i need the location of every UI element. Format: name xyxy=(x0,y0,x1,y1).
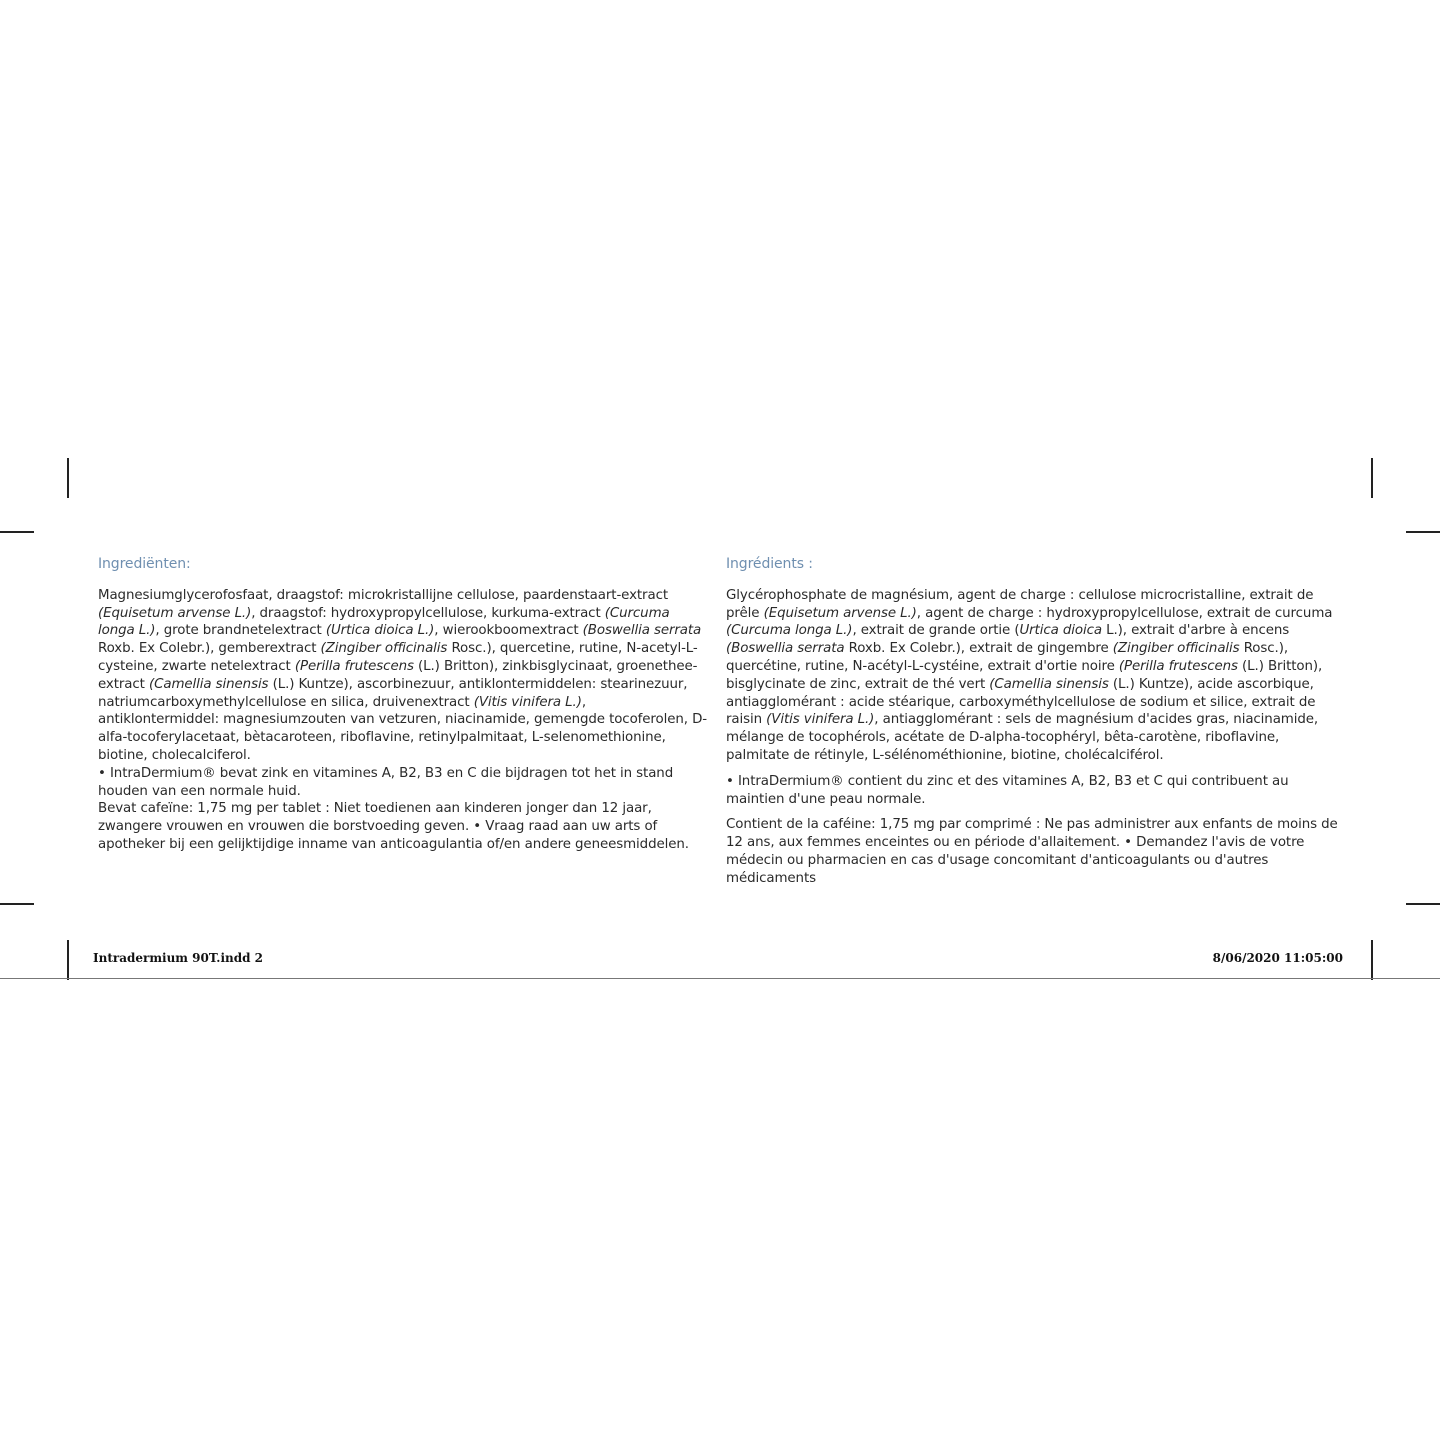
ingredient-text: Glycérophosphate de magnésium, agent de charge : cellulose microcristalline, extrait de prêle xyxy=(726,587,1314,621)
dutch-caffeine-warning: Bevat cafeïne: 1,75 mg per tablet : Niet toedienen aan kinderen jonger dan 12 jaar, zwangere vrouwen en vrouwen die borstvoeding geven. • Vraag raad aan uw arts of apotheker bij een gelijktijdige inname van anticoagulantia of/en andere geneesmiddelen. xyxy=(98,801,689,852)
ingredient-text: Rosc.), quercétine, rutine, N-acétyl-L-cystéine, extrait d'ortie noire xyxy=(726,641,1288,674)
french-ingredients-heading: Ingrédients : xyxy=(726,556,813,572)
latin-name: (Urtica dioica L.) xyxy=(325,623,435,639)
latin-name: (Vitis vinifera L.) xyxy=(473,694,582,710)
dutch-ingredients-heading: Ingrediënten: xyxy=(98,556,191,572)
ingredient-text: Roxb. Ex Colebr.), gemberextract xyxy=(98,641,321,657)
crop-mark-bottom-left xyxy=(67,940,69,980)
slug-filename: Intradermium 90T.indd 2 xyxy=(93,951,264,965)
ingredient-text: (L.) Britton), bisglycinate de zinc, extrait de thé vert xyxy=(726,658,1323,692)
ingredient-text: Roxb. Ex Colebr.), extrait de gingembre xyxy=(844,641,1113,657)
crop-mark-left-lower xyxy=(0,903,34,905)
ingredient-text: , antiklontermiddel: magnesiumzouten van vetzuren, niacinamide, gemengde tocoferolen, D-alfa-tocoferylacetaat, bètacaroteen, riboflavine, retinylpalmitaat, L-selenomethionine, biotine, cholecalciferol. xyxy=(98,694,708,763)
crop-mark-top-left xyxy=(67,458,69,498)
ingredient-text: Magnesiumglycerofosfaat, draagstof: microkristallijne cellulose, paardenstaart-extract xyxy=(98,587,668,603)
latin-name: (Boswellia serrata xyxy=(582,623,702,639)
french-ingredients-list xyxy=(726,587,1341,765)
dutch-ingredients-list xyxy=(98,587,708,765)
crop-mark-top-right xyxy=(1371,458,1373,498)
dutch-health-claim: • IntraDermium® bevat zink en vitamines A, B2, B3 en C die bijdragen tot het in stand houden van een normale huid. xyxy=(98,765,674,799)
latin-name: (Curcuma longa L.) xyxy=(726,623,853,639)
ingredient-text: (L.) Britton), zinkbisglycinaat, groenethee-extract xyxy=(98,658,698,692)
ingredient-text: L.), extrait d'arbre à encens xyxy=(1101,623,1290,639)
crop-mark-right-upper xyxy=(1406,531,1440,533)
ingredient-text: , agent de charge : hydroxypropylcellulose, extrait de curcuma xyxy=(916,605,1333,621)
ingredient-text: Rosc.), quercetine, rutine, N-acetyl-L-cysteine, zwarte netelextract xyxy=(98,641,698,674)
latin-name: Urtica dioica xyxy=(1019,623,1102,639)
latin-name: (Vitis vinifera L.) xyxy=(766,712,875,728)
crop-mark-left-upper xyxy=(0,531,34,533)
ingredient-text: , antiagglomérant : sels de magnésium d'acides gras, niacinamide, mélange de tocophérols, acétate de D-alpha-tocophéryl, bêta-carotène, riboflavine, palmitate de rétinyle, L-sélénométhionine, biotine, cholécalciférol. xyxy=(726,712,1319,763)
ingredient-text: (L.) Kuntze), acide ascorbique, antiagglomérant : acide stéarique, carboxyméthylcellulose de sodium et silice, extrait de raisin xyxy=(726,676,1316,728)
crop-mark-right-lower xyxy=(1406,903,1440,905)
ingredient-text: (L.) Kuntze), ascorbinezuur, antiklontermiddelen: stearinezuur, natriumcarboxymethylcellulose en silica, druivenextract xyxy=(98,676,688,710)
latin-name: (Curcuma longa L.) xyxy=(98,605,670,639)
latin-name: (Camellia sinensis xyxy=(989,676,1109,692)
french-health-claim: • IntraDermium® contient du zinc et des vitamines A, B2, B3 et C qui contribuent au maintien d'une peau normale. xyxy=(726,773,1289,807)
latin-name: (Zingiber officinalis xyxy=(320,641,448,657)
latin-name: (Perilla frutescens xyxy=(294,658,414,674)
latin-name: (Zingiber officinalis xyxy=(1112,641,1240,657)
ingredient-text: , extrait de grande ortie ( xyxy=(852,623,1020,639)
dutch-column xyxy=(98,556,708,854)
crop-mark-bottom-right xyxy=(1371,940,1373,980)
ingredient-text: , grote brandnetelextract xyxy=(155,623,326,639)
latin-name: (Equisetum arvense L.) xyxy=(763,605,917,621)
ingredient-text: , draagstof: hydroxypropylcellulose, kurkuma-extract xyxy=(251,605,605,621)
french-caffeine-warning: Contient de la caféine: 1,75 mg par comprimé : Ne pas administrer aux enfants de moins de 12 ans, aux femmes enceintes ou en période d'allaitement. • Demandez l'avis de votre médecin ou pharmacien en cas d'usage concomitant d'anticoagulants ou d'autres médicaments xyxy=(726,817,1338,886)
latin-name: (Boswellia serrata xyxy=(726,641,845,657)
latin-name: (Equisetum arvense L.) xyxy=(98,605,252,621)
latin-name: (Perilla frutescens xyxy=(1118,658,1238,674)
slug-timestamp: 8/06/2020 11:05:00 xyxy=(1212,951,1343,965)
ingredient-text: , wierookboomextract xyxy=(434,623,583,639)
french-column xyxy=(726,556,1341,888)
slug-divider xyxy=(0,978,1440,979)
latin-name: (Camellia sinensis xyxy=(148,676,269,692)
